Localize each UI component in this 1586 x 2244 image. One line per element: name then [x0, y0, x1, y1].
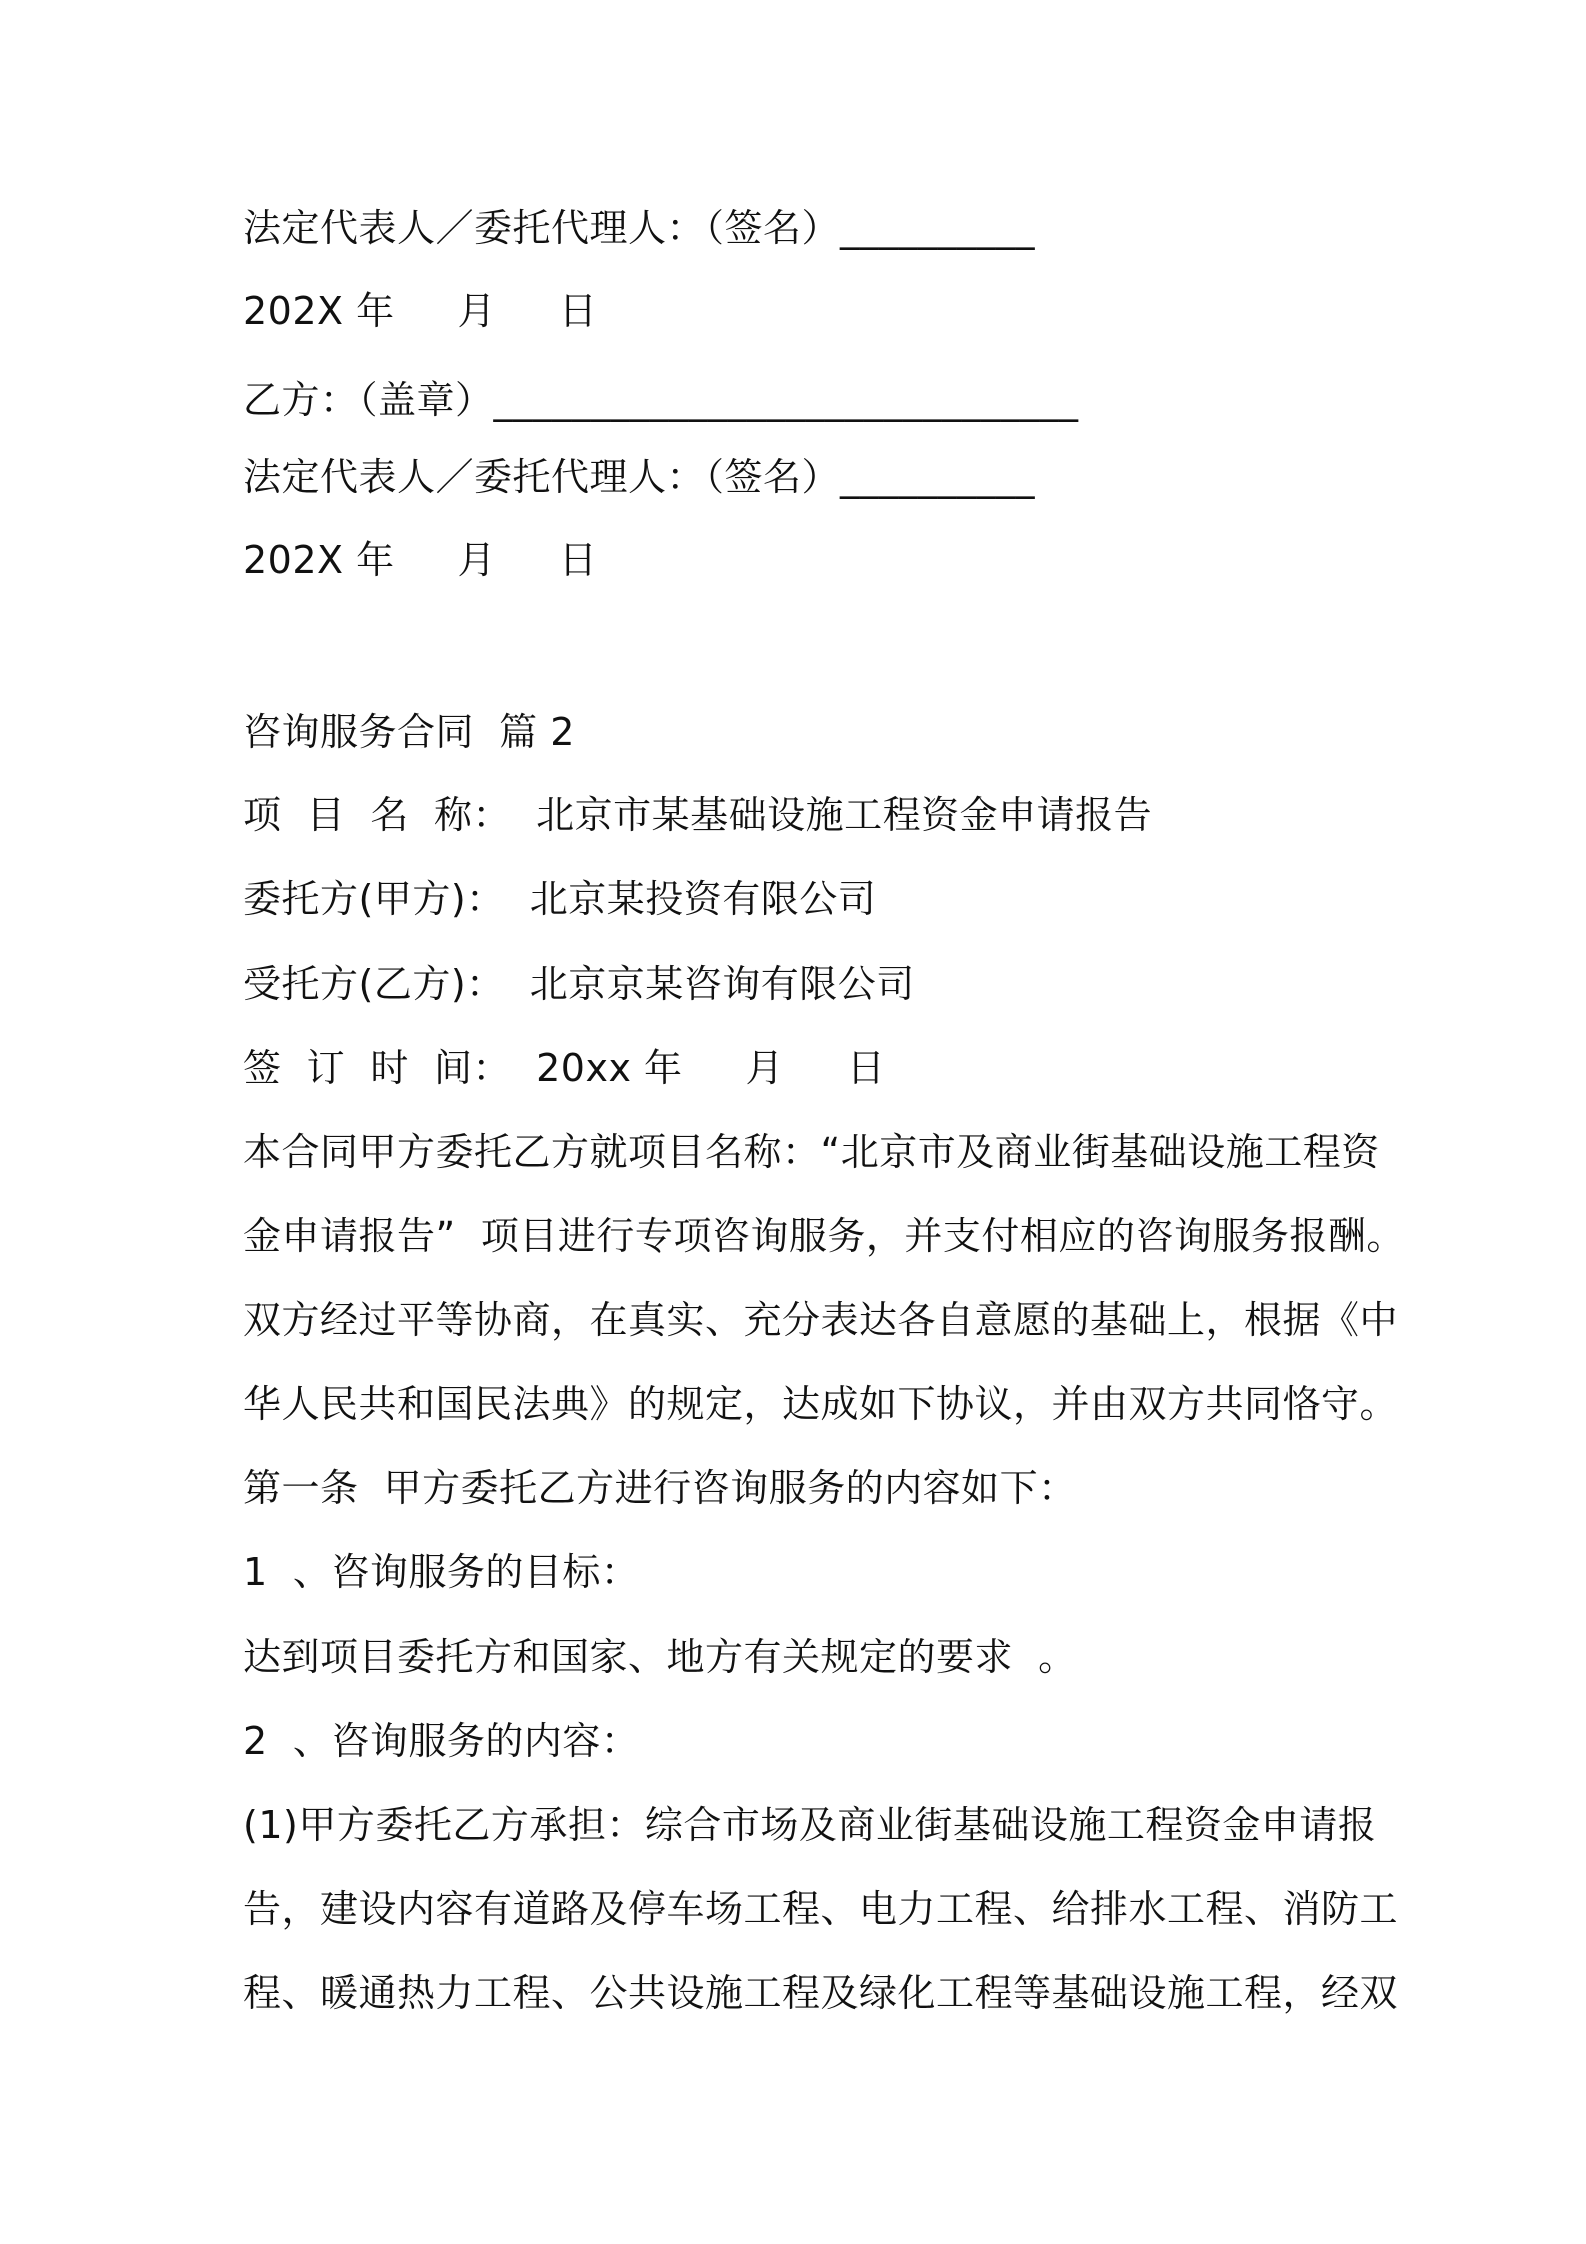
date-line-a: 202X 年 月 日 — [243, 289, 598, 333]
body-paragraph-line: 金申请报告” 项目进行专项咨询服务，并支付相应的咨询服务报酬。 — [243, 1214, 1405, 1258]
body-paragraph-line: 本合同甲方委托乙方就项目名称：“北京市及商业街基础设施工程资 — [243, 1130, 1380, 1174]
client-line: 委托方(甲方)： 北京某投资有限公司 — [243, 877, 877, 921]
project-name-line: 项 目 名 称： 北京市某基础设施工程资金申请报告 — [243, 793, 1153, 837]
item-2-paragraph-line: (1)甲方委托乙方承担：综合市场及商业街基础设施工程资金申请报 — [243, 1803, 1377, 1847]
item-1-text: 达到项目委托方和国家、地方有关规定的要求 。 — [243, 1635, 1077, 1679]
article-1-heading: 第一条 甲方委托乙方进行咨询服务的内容如下： — [243, 1466, 1077, 1510]
item-2-title: 2 、咨询服务的内容： — [243, 1719, 640, 1763]
body-paragraph-line: 华人民共和国民法典》的规定，达成如下协议，并由双方共同恪守。 — [243, 1382, 1399, 1426]
item-1-title: 1 、咨询服务的目标： — [243, 1550, 640, 1594]
item-2-paragraph-line: 告，建设内容有道路及停车场工程、电力工程、给排水工程、消防工 — [243, 1887, 1399, 1931]
representative-signature-line-a: 法定代表人／委托代理人：（签名）__________ — [243, 206, 1036, 250]
contract-heading: 咨询服务合同 篇 2 — [243, 710, 575, 754]
sign-date-line: 签 订 时 间： 20xx 年 月 日 — [243, 1046, 886, 1090]
contractor-line: 受托方(乙方)： 北京京某咨询有限公司 — [243, 962, 915, 1006]
date-line-b: 202X 年 月 日 — [243, 538, 598, 582]
representative-signature-line-b: 法定代表人／委托代理人：（签名）__________ — [243, 455, 1036, 499]
body-paragraph-line: 双方经过平等协商，在真实、充分表达各自意愿的基础上，根据《中 — [243, 1298, 1399, 1342]
party-b-seal-line: 乙方：（盖章）______________________________ — [243, 378, 1079, 422]
item-2-paragraph-line: 程、暖通热力工程、公共设施工程及绿化工程等基础设施工程，经双 — [243, 1971, 1399, 2015]
